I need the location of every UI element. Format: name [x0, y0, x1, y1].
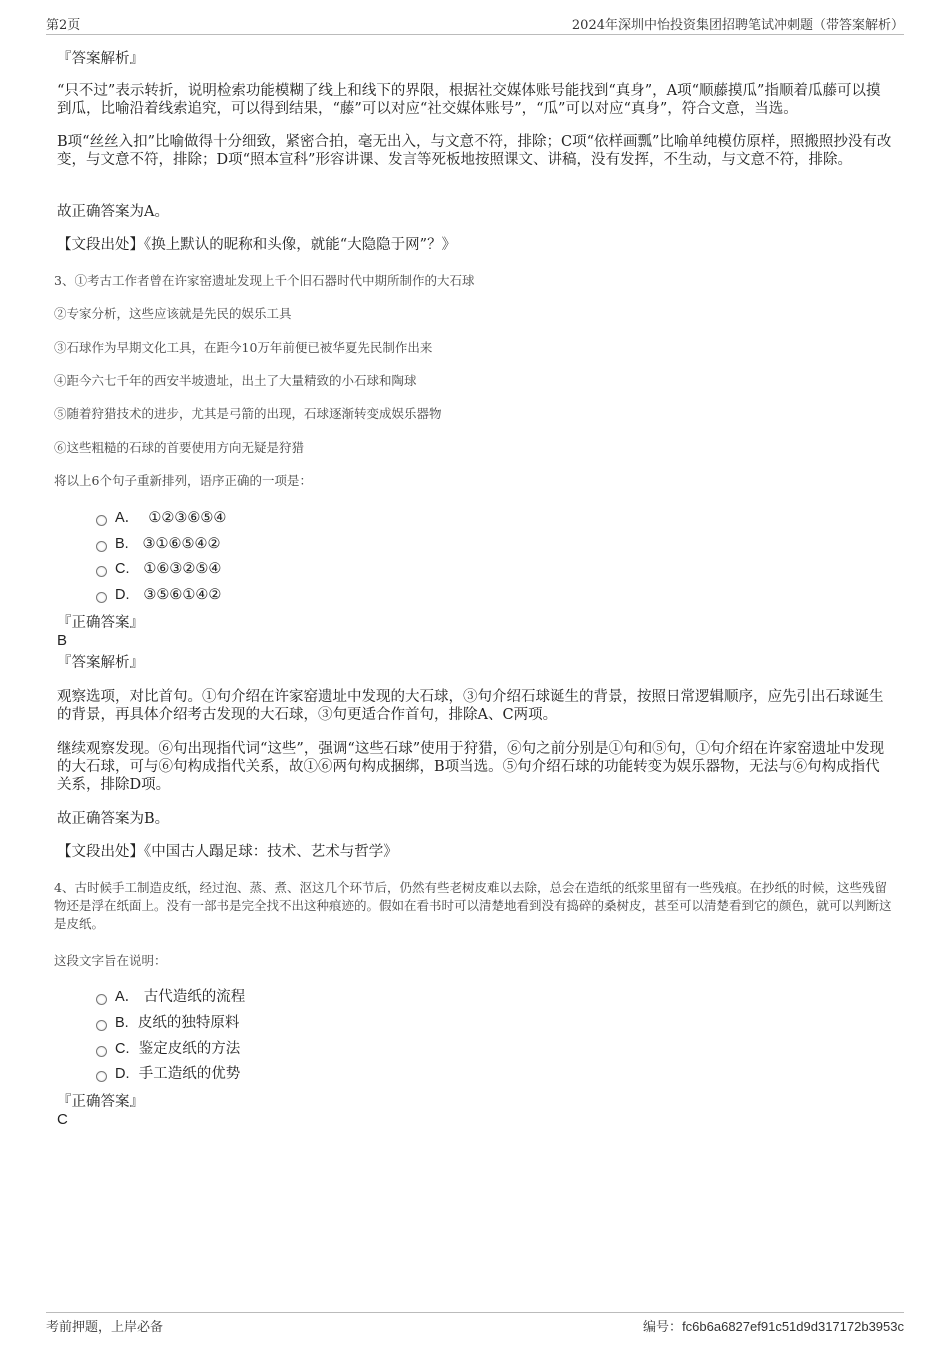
- q4-option-c[interactable]: [96, 1040, 240, 1058]
- option-letter: D.: [115, 1066, 130, 1082]
- option-text: 古代造纸的流程: [143, 989, 246, 1005]
- q3-analysis-para1: 观察选项，对比首句。①句介绍在许家窑遗址中发现的大石球，③句介绍石球诞生的背景，按照日常逻辑顺序，应先引出石球诞生的背景，再具体介绍考古发现的大石球，③句更适合作首句，排除A、C两项。: [57, 689, 884, 723]
- radio-button[interactable]: [96, 515, 107, 526]
- q2-analysis-para1: “只不过”表示转折，说明检索功能模糊了线上和线下的界限，根据社交媒体账号能找到“真身”，A项“顺藤摸瓜”指顺着瓜藤可以摸到瓜，比喻沿着线索追究，可以得到结果，“藤”可以对应“社交媒体账号”，“瓜”可以对应“真身”，符合文意，当选。: [57, 83, 881, 117]
- option-text: 皮纸的独特原料: [137, 1015, 240, 1031]
- q3-option-c[interactable]: [96, 560, 221, 578]
- q3-source: 【文段出处】《中国古人蹋足球：技术、艺术与哲学》: [57, 844, 398, 860]
- q2-analysis-para2: B项“丝丝入扣”比喻做得十分细致，紧密合拍，毫无出入，与文意不符，排除；C项“依样画瓢”比喻单纯模仿原样，照搬照抄没有改变，与文意不符，排除；D项“照本宣科”形容讲课、发言等死板地按照课文、讲稿，没有发挥，不生动，与文意不符，排除。: [57, 134, 892, 168]
- radio-button[interactable]: [96, 1071, 107, 1082]
- option-text: ①⑥③②⑤④: [143, 561, 222, 577]
- q2-conclusion: 故正确答案为A。: [57, 204, 169, 220]
- option-text: 手工造纸的优势: [138, 1066, 241, 1082]
- q3-answer-label: 『正确答案』: [57, 615, 144, 631]
- q3-conclusion: 故正确答案为B。: [57, 811, 170, 827]
- option-letter: A．: [115, 510, 140, 526]
- q4-answer: C: [57, 1111, 68, 1128]
- radio-button[interactable]: [96, 1046, 107, 1057]
- page-footer: [46, 1312, 904, 1337]
- option-letter: C.: [115, 1041, 130, 1057]
- q4-option-a[interactable]: [96, 988, 245, 1006]
- q2-analysis-label: 『答案解析』: [57, 51, 144, 67]
- radio-button[interactable]: [96, 1020, 107, 1031]
- q3-option-d[interactable]: [96, 586, 221, 604]
- option-letter: C.: [115, 561, 130, 577]
- q4-stem: 4、古时候手工制造皮纸，经过泡、蒸、煮、沤这几个环节后，仍然有些老树皮难以去除，总会在造纸的纸浆里留有一些残痕。在抄纸的时候，这些残留物还是浮在纸面上。没有一部书是完全找不出这种痕迹的。假如在看书时可以清楚地看到没有捣碎的桑树皮，甚至可以清楚看到它的颜色，就可以判断这是皮纸。: [54, 880, 892, 931]
- q3-stem-line: ③石球作为早期文化工具，在距今10万年前便已被华夏先民制作出来: [54, 340, 433, 355]
- q3-question: 将以上6个句子重新排列，语序正确的一项是：: [54, 473, 312, 488]
- q3-stem-line: ④距今六七千年的西安半坡遗址，出土了大量精致的小石球和陶球: [54, 373, 417, 388]
- option-text: ③①⑥⑤④②: [142, 536, 221, 552]
- page-header: [46, 14, 904, 35]
- q3-option-b[interactable]: [96, 535, 221, 553]
- code-value: fc6b6a6827ef91c51d9d317172b3953c: [682, 1319, 904, 1334]
- radio-button[interactable]: [96, 592, 107, 603]
- option-letter: D.: [115, 587, 130, 603]
- option-letter: A．: [115, 989, 140, 1005]
- q3-stem-line: ⑤随着狩猎技术的进步，尤其是弓箭的出现，石球逐渐转变成娱乐器物: [54, 406, 442, 421]
- code-label: 编号：: [643, 1320, 683, 1335]
- q3-analysis-label: 『答案解析』: [57, 655, 144, 671]
- page-number: 第2页: [46, 18, 81, 33]
- option-letter: B.: [115, 1015, 129, 1031]
- option-letter: B.: [115, 536, 129, 552]
- q3-analysis-para2: 继续观察发现。⑥句出现指代词“这些”，强调“这些石球”使用于狩猎，⑥句之前分别是①句和⑤句，①句介绍在许家窑遗址中发现的大石球，可与⑥句构成指代关系，故①⑥两句构成捆绑，B项当选。⑤句介绍石球的功能转变为娱乐器物，无法与⑥句构成指代关系，排除D项。: [57, 741, 885, 793]
- q3-stem-line: ⑥这些粗糙的石球的首要使用方向无疑是狩猎: [54, 440, 305, 455]
- option-text: ①②③⑥⑤④: [148, 510, 227, 526]
- radio-button[interactable]: [96, 566, 107, 577]
- radio-button[interactable]: [96, 994, 107, 1005]
- q3-stem-line: ②专家分析，这些应该就是先民的娱乐工具: [54, 306, 292, 321]
- document-title: 2024年深圳中怡投资集团招聘笔试冲刺题（带答案解析）: [571, 18, 904, 33]
- option-text: 鉴定皮纸的方法: [138, 1041, 241, 1057]
- q4-answer-label: 『正确答案』: [57, 1094, 144, 1110]
- option-text: ③⑤⑥①④②: [143, 587, 222, 603]
- q4-option-b[interactable]: [96, 1014, 239, 1032]
- q4-option-d[interactable]: [96, 1065, 240, 1083]
- radio-button[interactable]: [96, 541, 107, 552]
- q3-stem-line: 3、①考古工作者曾在许家窑遗址发现上千个旧石器时代中期所制作的大石球: [54, 273, 475, 288]
- document-code: [643, 1316, 904, 1335]
- footer-slogan: 考前押题，上岸必备: [46, 1320, 164, 1335]
- q3-answer: B: [57, 632, 68, 649]
- q3-option-a[interactable]: [96, 509, 226, 527]
- q4-question: 这段文字旨在说明：: [54, 953, 167, 968]
- q2-source: 【文段出处】《换上默认的昵称和头像，就能“大隐隐于网”？》: [57, 237, 457, 253]
